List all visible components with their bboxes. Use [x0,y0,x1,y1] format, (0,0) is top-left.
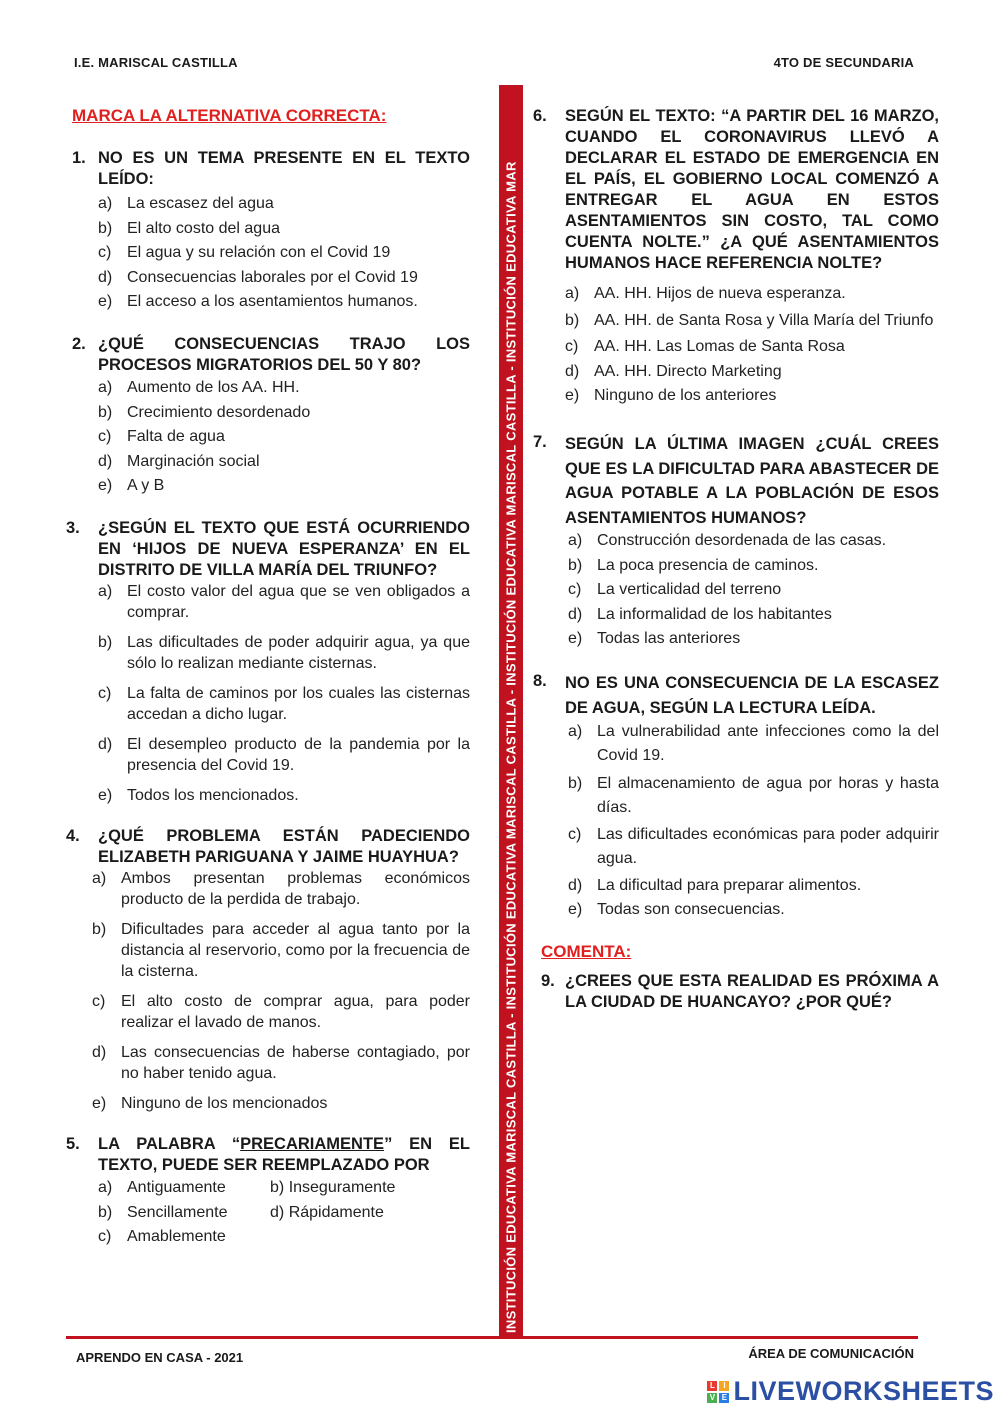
question-7 [533,432,939,649]
question-text: LA PALABRA “PRECARIAMENTE” EN EL TEXTO, PUEDE SER REEMPLAZADO POR [98,1135,470,1174]
right-column [533,106,939,1013]
option[interactable]: c) El alto costo de comprar agua, para poder realizar el lavado de manos. [92,993,470,1031]
question-number: 7. [533,433,547,451]
options-list [98,581,470,806]
option[interactable]: a) La escasez del agua [98,195,274,212]
options-grid [98,1177,470,1247]
footer-divider [66,1336,918,1339]
question-3 [66,518,470,806]
option[interactable]: a) El costo valor del agua que se ven obligados a comprar. [98,583,470,621]
option[interactable]: d) Marginación social [98,452,260,470]
option[interactable]: d) La informalidad de los habitantes [568,605,832,623]
option[interactable]: a) La vulnerabilidad ante infecciones como la del Covid 19. [568,723,939,764]
liveworksheets-logo-icon: L I V E [707,1381,729,1403]
options-list [568,720,939,920]
question-2 [66,334,470,496]
option[interactable]: e) Ninguno de los anteriores [565,387,777,404]
option[interactable]: a) Construcción desordenada de las casas. [568,532,887,549]
option[interactable]: c) El agua y su relación con el Covid 19 [98,244,391,261]
option[interactable]: a) AA. HH. Hijos de nueva esperanza. [565,285,846,302]
options-list [98,377,470,496]
option[interactable]: e) Todas las anteriores [568,630,741,647]
options-list [98,193,470,312]
option[interactable]: d) La dificultad para preparar alimentos. [568,876,862,894]
question-text: ¿QUÉ PROBLEMA ESTÁN PADECIENDO ELIZABETH PARIGUANA Y JAIME HUAYHUA? [98,827,470,866]
option[interactable]: a) Ambos presentan problemas económicos producto de la perdida de trabajo. [92,870,470,908]
option[interactable]: b) Dificultades para acceder al agua tanto por la distancia al reservorio, como por la frecuencia de la cisterna. [92,921,470,980]
question-number: 3. [66,519,80,537]
question-6 [533,106,939,406]
option[interactable]: c) Amablemente [98,1228,226,1245]
question-text: ¿SEGÚN EL TEXTO QUE ESTÁ OCURRIENDO EN ‘HIJOS DE NUEVA ESPERANZA’ EN EL DISTRITO DE VILLA MARÍA DEL TRIUNFO? [98,519,470,579]
option[interactable]: c) Las dificultades económicas para poder adquirir agua. [568,826,939,867]
question-number: 4. [66,827,80,845]
option[interactable]: a) Aumento de los AA. HH. [98,379,300,396]
section-title-comment: COMENTA: [541,942,632,961]
option[interactable]: c) Falta de agua [98,428,225,445]
question-text: NO ES UNA CONSECUENCIA DE LA ESCASEZ DE AGUA, SEGÚN LA LECTURA LEÍDA. [565,674,939,717]
option[interactable]: d) El desempleo producto de la pandemia por la presencia del Covid 19. [98,736,470,774]
options-list [565,283,939,406]
question-number: 6. [533,107,547,125]
option[interactable]: e) Ninguno de los mencionados [92,1095,328,1112]
option[interactable]: d) Las consecuencias de haberse contagiado, por no haber tenido agua. [92,1044,470,1082]
option[interactable]: e) Todos los mencionados. [98,787,299,804]
option[interactable]: b) El almacenamiento de agua por horas y hasta días. [568,774,939,816]
vertical-banner [499,85,523,1336]
question-8 [533,671,939,920]
option[interactable]: b) AA. HH. de Santa Rosa y Villa María del Triunfo [565,311,934,329]
footer-left: APRENDO EN CASA - 2021 [76,1350,244,1365]
liveworksheets-watermark [707,1376,994,1407]
option[interactable]: d) Rápidamente [270,1203,384,1221]
left-column [66,106,470,1247]
liveworksheets-brand: LIVEWORKSHEETS [733,1376,994,1406]
option[interactable]: c) AA. HH. Las Lomas de Santa Rosa [565,338,845,355]
question-5 [66,1134,470,1247]
question-number: 5. [66,1135,80,1153]
option[interactable]: e) El acceso a los asentamientos humanos. [98,293,418,310]
option[interactable]: b) El alto costo del agua [98,219,280,237]
option[interactable]: b) Inseguramente [270,1179,396,1196]
grade-label: 4TO DE SECUNDARIA [773,55,914,70]
option[interactable]: a) Antiguamente [98,1179,226,1196]
question-number: 8. [533,672,547,690]
question-text: ¿QUÉ CONSECUENCIAS TRAJO LOS PROCESOS MIGRATORIOS DEL 50 Y 80? [98,335,470,374]
question-text: NO ES UN TEMA PRESENTE EN EL TEXTO LEÍDO: [98,149,470,188]
section-title-mark: MARCA LA ALTERNATIVA CORRECTA: [72,106,387,125]
question-4 [66,826,470,1114]
question-1 [66,148,470,312]
question-text: ¿CREES QUE ESTA REALIDAD ES PRÓXIMA A LA CIUDAD DE HUANCAYO? ¿POR QUÉ? [565,972,939,1011]
question-text: SEGÚN EL TEXTO: “A PARTIR DEL 16 MARZO, CUANDO EL CORONAVIRUS LLEVÓ A DECLARAR EL ESTADO DE EMERGENCIA EN EL PAÍS, EL GOBIERNO LOCAL COMENZÓ A ENTREGAR EL AGUA EN ESTOS ASENTAMIENTOS SIN COSTO, TAL COMO CUENTA NOLTE.” ¿A QUÉ ASENTAMIENTOS HUMANOS HACE REFERENCIA NOLTE? [565,107,939,272]
question-number: 9. [541,972,555,990]
option[interactable]: e) Todas son consecuencias. [568,901,785,918]
option[interactable]: b) Sencillamente [98,1203,228,1221]
banner-text: INSTITUCIÓN EDUCATIVA MARISCAL CASTILLA - INSTITUCIÓN EDUCATIVA MARISCAL CASTILLA - INSTITUCIÓN EDUCATIVA MARISCAL CASTILLA - INSTITUCIÓN EDUCATIVA MAR [503,161,519,1333]
option[interactable]: b) Crecimiento desordenado [98,403,311,421]
school-name: I.E. MARISCAL CASTILLA [74,55,238,70]
option[interactable]: c) La verticalidad del terreno [568,581,782,598]
question-9 [533,971,939,1013]
option[interactable]: c) La falta de caminos por los cuales las cisternas accedan a dicho lugar. [98,685,470,723]
option[interactable]: e) A y B [98,477,165,494]
underlined-word: PRECARIAMENTE [240,1135,385,1153]
question-text: SEGÚN LA ÚLTIMA IMAGEN ¿CUÁL CREES QUE ES LA DIFICULTAD PARA ABASTECER DE AGUA POTABLE A LA POBLACIÓN DE ESOS ASENTAMIENTOS HUMANOS? [565,435,939,527]
question-number: 2. [72,335,86,353]
options-list [568,530,939,649]
option[interactable]: d) AA. HH. Directo Marketing [565,362,782,380]
option[interactable]: b) Las dificultades de poder adquirir agua, ya que sólo lo realizan mediante cisternas. [98,634,470,672]
option[interactable]: b) La poca presencia de caminos. [568,556,819,574]
question-number: 1. [72,149,86,167]
footer-right: ÁREA DE COMUNICACIÓN [748,1346,914,1361]
option[interactable]: d) Consecuencias laborales por el Covid 19 [98,268,418,286]
options-list [92,868,470,1114]
